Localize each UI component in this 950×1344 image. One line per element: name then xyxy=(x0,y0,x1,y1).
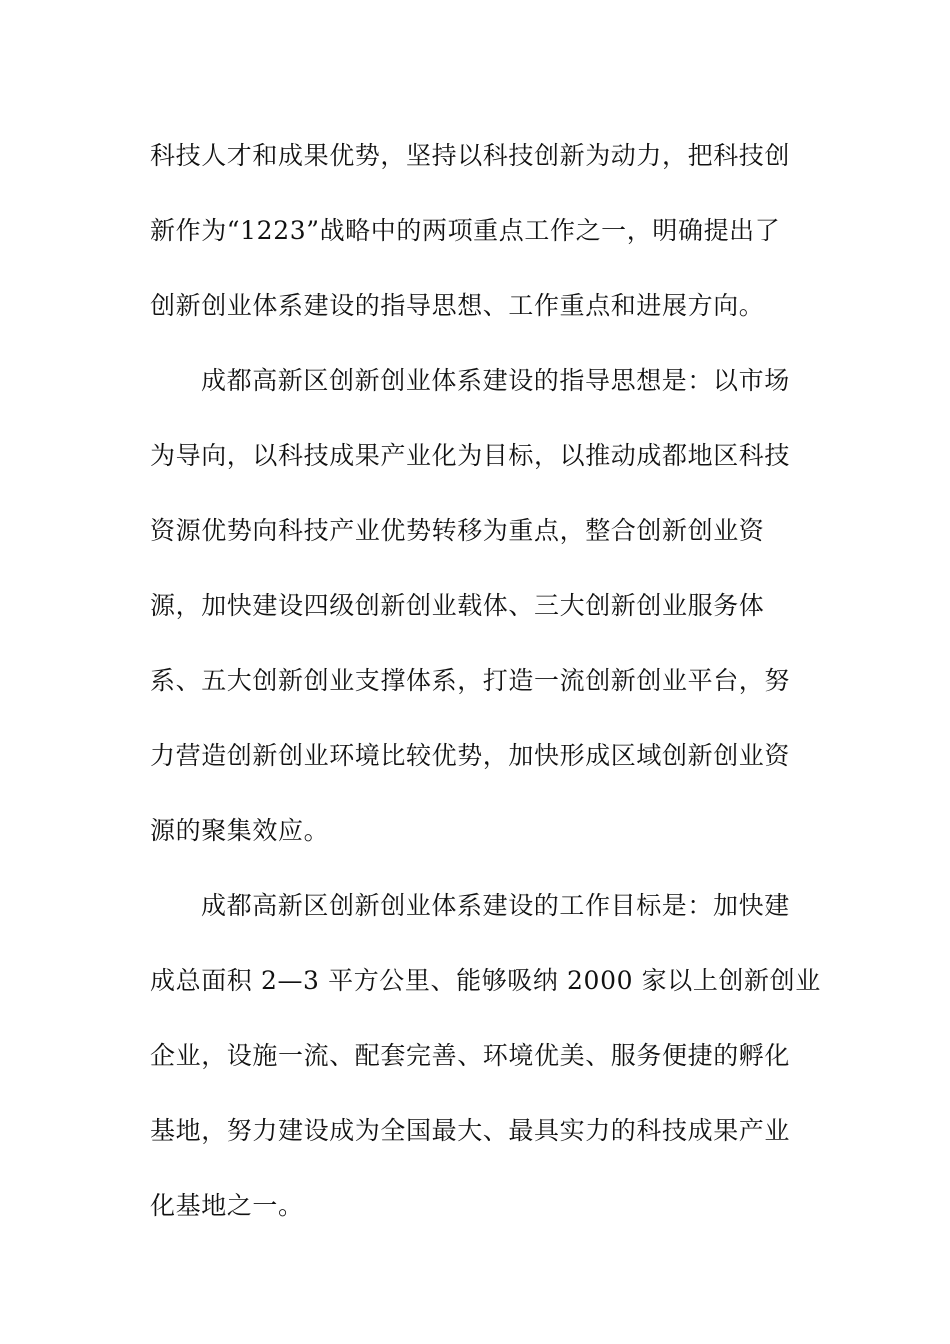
text-line: 为导向，以科技成果产业化为目标，以推动成都地区科技 xyxy=(150,441,791,470)
text-line: 源，加快建设四级创新创业载体、三大创新创业服务体 xyxy=(150,591,765,620)
paragraph-start-line: 成都高新区创新创业体系建设的指导思想是：以市场 xyxy=(201,366,790,395)
text-line: 系、五大创新创业支撑体系，打造一流创新创业平台，努 xyxy=(150,666,791,695)
text-line: 创新创业体系建设的指导思想、工作重点和进展方向。 xyxy=(150,291,765,320)
text-line: 基地，努力建设成为全国最大、最具实力的科技成果产业 xyxy=(150,1116,791,1145)
text-line: 力营造创新创业环境比较优势，加快形成区域创新创业资 xyxy=(150,741,791,770)
paragraph-start-line: 成都高新区创新创业体系建设的工作目标是：加快建 xyxy=(201,891,790,920)
text-line: 化基地之一。 xyxy=(150,1191,304,1220)
body-text xyxy=(150,118,821,1243)
text-line: 企业，设施一流、配套完善、环境优美、服务便捷的孵化 xyxy=(150,1041,791,1070)
text-line: 资源优势向科技产业优势转移为重点，整合创新创业资 xyxy=(150,516,765,545)
text-line: 源的聚集效应。 xyxy=(150,816,330,845)
text-line: 新作为“1223”战略中的两项重点工作之一，明确提出了 xyxy=(150,216,781,245)
text-line: 科技人才和成果优势，坚持以科技创新为动力，把科技创 xyxy=(150,141,791,170)
text-line: 成总面积 2—3 平方公里、能够吸纳 2000 家以上创新创业 xyxy=(150,966,821,995)
